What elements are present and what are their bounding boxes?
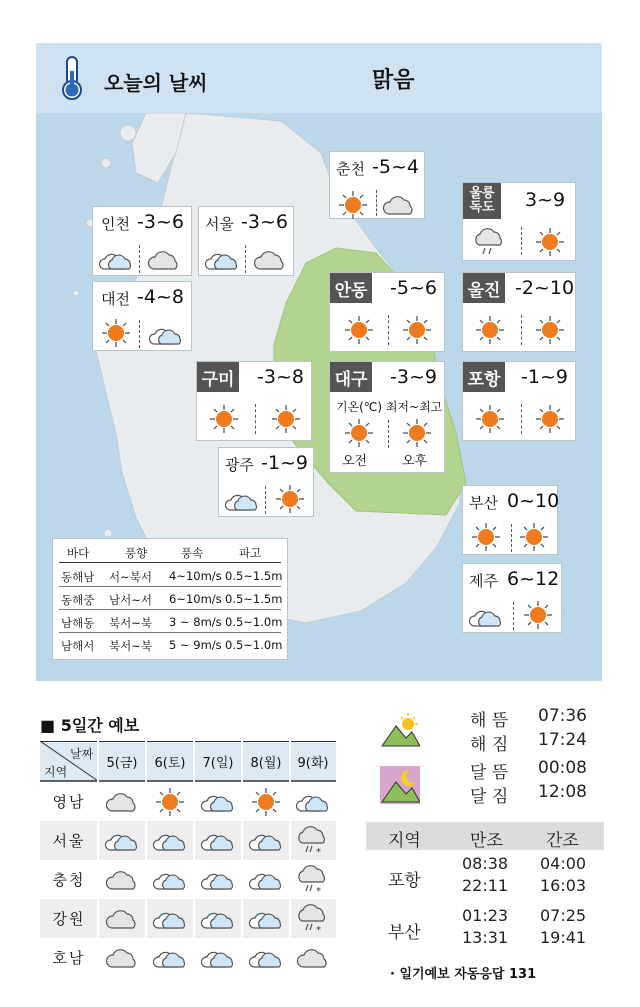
sea-row: [59, 589, 281, 610]
forecast-cell: [146, 899, 194, 938]
region-label: 영남: [52, 793, 86, 811]
city-tag: 포항: [463, 362, 505, 392]
moonset-label: 달 짐: [470, 787, 509, 807]
forecast-cell: [290, 860, 336, 899]
tide-low-time: 19:41: [540, 928, 587, 947]
sun-cloud-icon: [153, 828, 187, 854]
sea-cell: 6~10m/s: [169, 592, 222, 606]
day-header: 6(토): [154, 755, 186, 771]
day-header: 7(일): [202, 755, 234, 771]
forecast-cell: [98, 899, 146, 938]
forecast-title-text: 5일간 예보: [60, 716, 140, 735]
card-divider: [388, 420, 389, 448]
sun-cloud-icon: [201, 906, 235, 932]
day-header: 8(월): [250, 755, 282, 771]
cloud-rain-icon: [473, 227, 507, 257]
sea-cell: 동해중: [61, 593, 95, 607]
sunrise-label: 해 뜸: [470, 711, 509, 731]
tide-high-time: 01:23: [462, 906, 509, 925]
cloud-rain-snow-icon: [296, 864, 330, 896]
sea-header-cell: 바다: [67, 546, 90, 560]
forecast-cell: [146, 860, 194, 899]
forecast-cell: [146, 782, 194, 821]
sun-cloud-icon: [153, 906, 187, 932]
city-name: 광주: [225, 456, 254, 474]
pm-label: 오후: [402, 454, 428, 469]
city-temp: -1~9: [261, 452, 308, 474]
forecast-cell: [146, 821, 194, 860]
sun-cloud-icon: [201, 789, 235, 815]
sea-cell: 0.5~1.5m: [225, 592, 283, 606]
sun-cloud-icon: [99, 247, 133, 273]
forecast-cell: [242, 899, 290, 938]
city-card-andong: [329, 272, 445, 352]
forecast-cell: [194, 899, 242, 938]
forecast-cell: [242, 938, 290, 977]
forecast-cell: [194, 821, 242, 860]
forecast-cell: [98, 938, 146, 977]
am-label: 오전: [342, 454, 368, 469]
card-divider: [245, 245, 246, 273]
sun-icon: [535, 227, 565, 257]
forecast-cell: [242, 782, 290, 821]
card-divider: [511, 524, 512, 552]
temp-legend: 기온(℃) 최저~최고: [336, 400, 443, 414]
city-card-daegu: [329, 361, 445, 473]
city-name: 제주: [469, 572, 498, 590]
city-card-pohang: [462, 361, 576, 441]
sun-icon: [402, 315, 432, 345]
sea-header-cell: 풍향: [125, 546, 148, 560]
forecast-cell: [242, 860, 290, 899]
day-header: 5(금): [106, 755, 138, 771]
sun-cloud-icon: [149, 322, 183, 348]
card-divider: [521, 404, 522, 434]
sun-cloud-icon: [153, 867, 187, 893]
forecast-cell: [98, 782, 146, 821]
sun-cloud-icon: [249, 906, 283, 932]
forecast-cell: [194, 860, 242, 899]
city-name: 인천: [101, 215, 130, 233]
city-name-line1: 울릉: [469, 186, 495, 201]
sun-cloud-icon: [205, 247, 239, 273]
region-label: 호남: [52, 949, 86, 967]
cloud-icon: [105, 906, 139, 932]
sea-row: [59, 612, 281, 633]
sun-cloud-icon: [249, 828, 283, 854]
sun-icon: [535, 404, 565, 434]
tide-low-time: 07:25: [540, 906, 587, 925]
cloud-icon: [382, 192, 416, 218]
city-card-incheon: [92, 206, 192, 276]
card-divider: [139, 320, 140, 348]
footer-note: · 일기예보 자동응답 131: [390, 967, 537, 982]
forecast-cell: [290, 821, 336, 860]
card-divider: [376, 190, 377, 216]
forecast-grid: [40, 741, 336, 978]
forecast-cell: [146, 938, 194, 977]
sun-cloud-icon: [469, 604, 503, 630]
tide-low-time: 04:00: [540, 854, 587, 873]
city-card-gwangju: [218, 447, 314, 517]
forecast-cell: [290, 782, 336, 821]
sun-cloud-icon: [201, 828, 235, 854]
thermometer-icon: [58, 55, 86, 101]
tide-header-cell: 지역: [388, 831, 421, 851]
moonrise-label: 달 뜸: [470, 763, 509, 783]
sun-cloud-icon: [153, 945, 187, 971]
sea-table: [52, 538, 288, 660]
corner-region-label: 지역: [44, 765, 68, 779]
header-title: 오늘의 날씨: [104, 71, 208, 95]
card-divider: [265, 486, 266, 514]
city-name: 춘천: [336, 160, 365, 178]
forecast-cell: [194, 938, 242, 977]
city-tag: 대구: [330, 362, 372, 392]
city-temp: -4~8: [137, 286, 184, 308]
sea-cell: 서~북서: [109, 570, 152, 584]
sun-icon: [338, 190, 368, 220]
sea-header-cell: 파고: [239, 546, 262, 560]
sun-icon: [209, 404, 239, 434]
city-name: 대전: [101, 290, 130, 308]
city-name: 부산: [469, 494, 498, 512]
sea-cell: 북서~북: [109, 639, 152, 653]
card-divider: [521, 227, 522, 255]
city-card-daejeon: [92, 281, 192, 351]
sea-row: [59, 566, 281, 587]
sunrise-mountain-icon: [380, 712, 420, 748]
sea-row: [59, 635, 281, 656]
cloud-rain-snow-icon: [296, 903, 330, 935]
tide-table: [366, 822, 604, 950]
sun-icon: [275, 484, 305, 514]
sun-icon: [475, 315, 505, 345]
sun-cloud-icon: [105, 828, 139, 854]
tide-header-cell: 간조: [546, 831, 579, 851]
city-temp: 3~9: [525, 189, 566, 211]
city-temp: 0~10: [507, 490, 560, 512]
city-tag: 구미: [197, 362, 239, 392]
sun-icon: [251, 787, 281, 817]
forecast-cell: [98, 821, 146, 860]
city-name-line2: 독도: [469, 200, 495, 215]
square-bullet-icon: ■: [40, 716, 61, 735]
cloud-icon: [253, 247, 287, 273]
city-tag: 울진: [463, 273, 505, 303]
city-tag: 안동: [330, 273, 372, 303]
forecast-cell: [290, 899, 336, 938]
card-divider: [255, 404, 256, 434]
cloud-icon: [105, 789, 139, 815]
sun-icon: [101, 318, 131, 348]
card-divider: [513, 602, 514, 630]
tide-header-cell: 만조: [470, 831, 503, 851]
sun-cloud-icon: [249, 945, 283, 971]
city-card-seoul: [198, 206, 294, 276]
cloud-icon: [296, 945, 330, 971]
city-card-gumi: [196, 361, 312, 441]
cloud-icon: [147, 247, 181, 273]
tide-high-time: 08:38: [462, 854, 509, 873]
forecast-cell: [194, 782, 242, 821]
tide-region: 부산: [388, 923, 421, 943]
city-card-chuncheon: [329, 151, 425, 219]
sea-cell: 3 ~ 8m/s: [169, 615, 222, 629]
sea-cell: 동해남: [61, 570, 95, 584]
sun-icon: [535, 315, 565, 345]
sun-icon: [344, 418, 374, 448]
sun-icon: [519, 522, 549, 552]
sea-cell: 0.5~1.0m: [225, 615, 283, 629]
region-label: 강원: [52, 910, 86, 928]
cloud-rain-snow-icon: [296, 825, 330, 857]
city-temp: -3~6: [241, 211, 288, 233]
sun-icon: [344, 315, 374, 345]
sea-header-row: [59, 542, 281, 563]
region-label: 서울: [52, 832, 86, 850]
sun-icon: [271, 404, 301, 434]
card-divider: [388, 315, 389, 345]
cloud-icon: [105, 945, 139, 971]
sun-icon: [402, 418, 432, 448]
sea-cell: 4~10m/s: [169, 569, 222, 583]
sea-header-cell: 풍속: [181, 546, 204, 560]
sea-cell: 남해동: [61, 616, 95, 630]
forecast-cell: [98, 860, 146, 899]
card-divider: [139, 245, 140, 273]
forecast-cell: [242, 821, 290, 860]
forecast-cell: [290, 938, 336, 977]
moonrise-time: 00:08: [538, 758, 587, 778]
sea-cell: 북서~북: [109, 616, 152, 630]
day-header: 9(화): [297, 755, 329, 771]
forecast-title: [40, 713, 139, 736]
sun-icon: [523, 600, 553, 630]
moonset-time: 12:08: [538, 782, 587, 802]
city-card-jeju: [462, 563, 562, 633]
sun-cloud-icon: [201, 945, 235, 971]
cloud-icon: [105, 867, 139, 893]
sea-cell: 5 ~ 9m/s: [169, 638, 222, 652]
city-card-busan: [462, 485, 558, 555]
sea-cell: 0.5~1.5m: [225, 569, 283, 583]
sunset-label: 해 짐: [470, 735, 509, 755]
city-card-ulleung: [462, 182, 576, 261]
sea-cell: 남해서: [61, 639, 95, 653]
sea-cell: 0.5~1.0m: [225, 638, 283, 652]
tide-low-time: 16:03: [540, 876, 587, 895]
city-card-uljin: [462, 272, 576, 352]
city-temp: -5~4: [372, 156, 419, 178]
sunrise-time: 07:36: [538, 706, 587, 726]
tide-high-time: 22:11: [462, 876, 509, 895]
city-name: 서울: [205, 215, 234, 233]
sun-cloud-icon: [296, 789, 330, 815]
header-bar: [36, 43, 602, 113]
astro-times: [380, 706, 604, 806]
city-temp: -5~6: [390, 277, 437, 299]
city-temp: -1~9: [521, 366, 568, 388]
sun-cloud-icon: [225, 488, 259, 514]
sun-icon: [155, 787, 185, 817]
header-condition: 맑음: [372, 68, 415, 93]
region-label: 충청: [52, 871, 86, 889]
city-temp: -2~10: [515, 277, 575, 299]
card-divider: [521, 315, 522, 345]
sun-icon: [475, 404, 505, 434]
moonrise-mountain-icon: [380, 766, 420, 804]
city-temp: -3~6: [137, 211, 184, 233]
corner-date-label: 날짜: [70, 747, 94, 761]
city-temp: -3~9: [390, 366, 437, 388]
sunset-time: 17:24: [538, 730, 587, 750]
city-tag: [463, 183, 501, 219]
city-temp: -3~8: [257, 366, 304, 388]
sun-cloud-icon: [201, 867, 235, 893]
sun-cloud-icon: [249, 867, 283, 893]
tide-high-time: 13:31: [462, 928, 509, 947]
sea-cell: 남서~서: [109, 593, 152, 607]
city-temp: 6~12: [507, 568, 560, 590]
sun-icon: [471, 522, 501, 552]
tide-region: 포항: [388, 871, 421, 891]
